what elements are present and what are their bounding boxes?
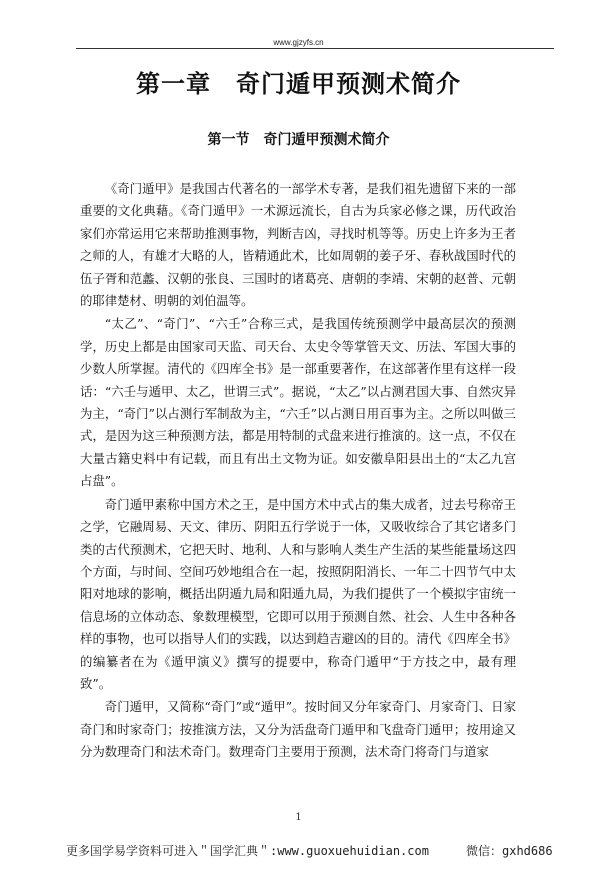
footer-wechat: 微信：gxhd686 [466,844,553,858]
header-url: www.gjzyfs.cn [273,38,324,47]
paragraph: 奇门遁甲，又简称“奇门”或“遁甲”。按时间又分年家奇门、月家奇门、日家奇门和时家奇门；按推演方法，又分为活盘奇门遁甲和飞盘奇门遁甲；按用途又分为数理奇门和法术奇门。数理奇门主要用于预测，法术奇门将奇门与道家 [80,699,516,760]
footer [66,842,556,859]
section-title: 第一节 奇门遁甲预测术简介 [207,132,390,148]
paragraph: 《奇门遁甲》是我国古代著名的一部学术专著，是我们祖先遗留下来的一部重要的文化典藉。《奇门遁甲》一术源远流长，自古为兵家必修之课，历代政治家们亦常运用它来帮助推测事物，判断吉凶，寻找时机等等。历史上许多为王者之师的人，有雄才大略的人，皆精通此术，比如周朝的姜子牙、春秋战国时代的伍子胥和范蠡、汉朝的张良、三国时的诸葛亮、唐朝的李靖、宋朝的赵普、元朝的耶律楚材、明朝的刘伯温等。 [80,181,516,309]
page-number: 1 [295,812,302,823]
paragraph: 奇门遁甲素称中国方术之王，是中国方术中式占的集大成者，过去号称帝王之学，它融周易、天文、律历、阴阳五行学说于一体，又吸收综合了其它诸多门类的古代预测术，它把天时、地利、人和与影响人类生产生活的某些能量场这四个方面，与时间、空间巧妙地组合在一起，按照阴阳消长、一年二十四节气中太阳对地球的影响，概括出阴遁九局和阳遁九局，为我们提供了一个模拟宇宙统一信息场的立体动态、象数理模型，它即可以用于预测自然、社会、人生中各种各样的事物，也可以指导人们的实践，以达到趋吉避凶的目的。清代《四库全书》的编纂者在为《遁甲演义》撰写的提要中，称奇门遁甲“于方技之中，最有理致”。 [80,496,516,691]
footer-text: 更多国学易学资料可进入＂国学汇典＂:www.guoxuehuidian.com [66,844,429,858]
body-text [80,178,516,765]
chapter-title: 第一章 奇门遁甲预测术简介 [136,70,461,98]
header-rule [76,48,554,49]
paragraph: “太乙”、“奇门”、“六壬”合称三式，是我国传统预测学中最高层次的预测学，历史上都是由国家司天监、司天台、太史令等掌管天文、历法、军国大事的少数人所掌握。清代的《四库全书》是一部重要著作，在这部著作里有这样一段话：“六壬与遁甲、太乙，世谓三式”。据说，“太乙”以占测君国大事、自然灾异为主，“奇门”以占测行军制敌为主，“六壬”以占测日用百事为主。之所以叫做三式，是因为这三种预测方法，都是用特制的式盘来进行推演的。这一点，不仅在大量古籍史料中有记载，而且有出土文物为证。如安徽阜阳县出土的“太乙九宫占盘”。 [80,316,516,489]
